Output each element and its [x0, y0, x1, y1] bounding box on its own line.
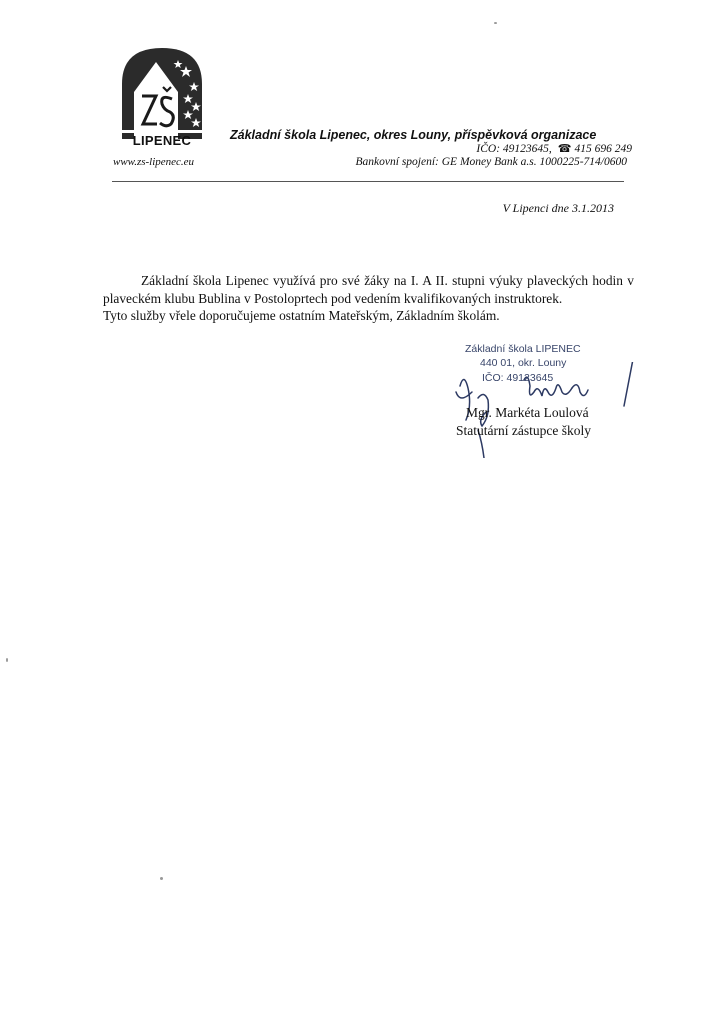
- stamp-line-2: 440 01, okr. Louny: [480, 357, 567, 369]
- signatory-name: Mgr. Markéta Loulová: [466, 405, 589, 420]
- date-line: V Lipenci dne 3.1.2013: [502, 201, 614, 215]
- organization-name: Základní škola Lipenec, okres Louny, příspěvková organizace: [230, 128, 597, 142]
- scan-speck: [160, 877, 163, 880]
- ico-phone-line: [476, 142, 632, 155]
- signatory-role: Statutární zástupce školy: [456, 423, 591, 438]
- website-link[interactable]: www.zs-lipenec.eu: [113, 156, 195, 168]
- phone-number: 415 696 249: [574, 143, 632, 155]
- logo-label: LIPENEC: [132, 133, 192, 148]
- body-paragraph-1: Základní škola Lipenec využívá pro své žáky na I. A II. stupni výuky plaveckých hodin v plaveckém klubu Bublina v Postoloprtech pod vedením kvalifikovaných instruktorek.: [103, 273, 634, 306]
- bank-details: Bankovní spojení: GE Money Bank a.s. 1000225-714/0600: [355, 156, 627, 168]
- scan-speck: [494, 22, 497, 24]
- header-divider: [112, 181, 624, 182]
- telephone-icon: ☎: [557, 143, 572, 155]
- body-paragraph-2: Tyto služby vřele doporučujeme ostatním Mateřským, Základním školám.: [103, 308, 500, 323]
- stamp-line-1: Základní škola LIPENEC: [465, 343, 581, 355]
- ico-label: IČO: 49123645,: [476, 143, 552, 155]
- stamp-line-3: IČO: 49123645: [482, 372, 554, 384]
- letter-body: [103, 272, 634, 325]
- scan-speck: [6, 658, 8, 662]
